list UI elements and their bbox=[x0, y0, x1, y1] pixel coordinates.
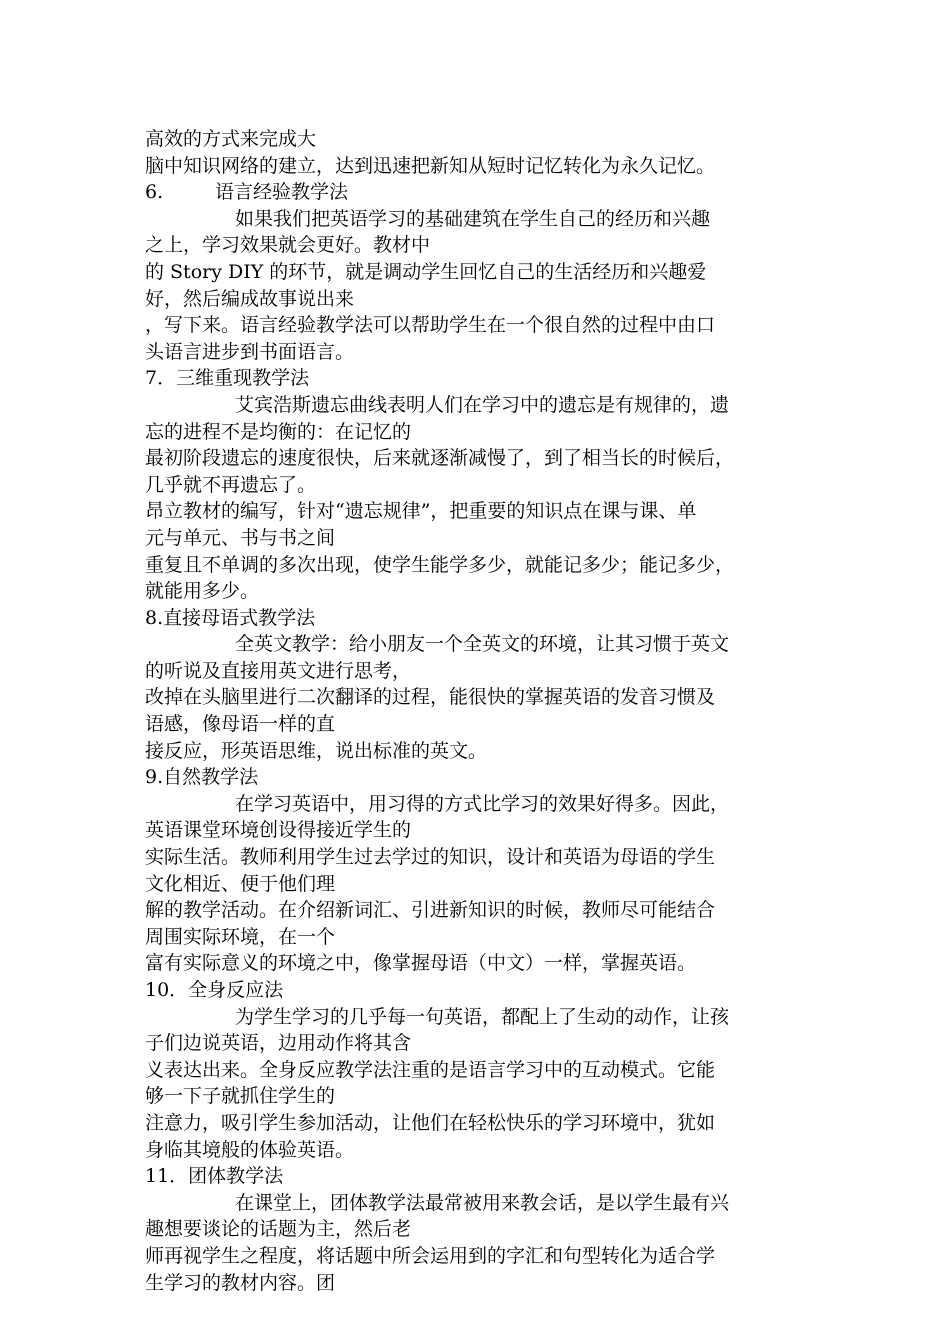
section-number: 6. bbox=[145, 181, 164, 204]
text-line: 语感，像母语一样的直 bbox=[145, 713, 336, 736]
section-title: 语言经验教学法 bbox=[215, 181, 349, 204]
text-line: 富有实际意义的环境之中，像掌握母语（中文）一样，掌握英语。 bbox=[145, 952, 697, 975]
text-line: 的听说及直接用英文进行思考， bbox=[145, 659, 412, 682]
text-line: 身临其境般的体验英语。 bbox=[145, 1138, 355, 1161]
text-line: 脑中知识网络的建立，达到迅速把新知从短时记忆转化为永久记忆。 bbox=[145, 154, 716, 177]
text-line: 解的教学活动。在介绍新词汇、引进新知识的时候，教师尽可能结合 bbox=[145, 899, 716, 922]
text-line: 义表达出来。全身反应教学法注重的是语言学习中的互动模式。它能 bbox=[145, 1058, 716, 1081]
section-heading-6 bbox=[145, 179, 825, 206]
text-line: 实际生活。教师利用学生过去学过的知识，设计和英语为母语的学生 bbox=[145, 846, 716, 869]
text-line: 改掉在头脑里进行二次翻译的过程，能很快的掌握英语的发音习惯及 bbox=[145, 686, 716, 709]
text-line: 最初阶段遗忘的速度很快，后来就逐渐减慢了，到了相当长的时候后， bbox=[145, 447, 735, 470]
text-line: 注意力，吸引学生参加活动，让他们在轻松快乐的学习环境中，犹如 bbox=[145, 1111, 716, 1134]
text-line: 好，然后编成故事说出来 bbox=[145, 287, 355, 310]
section-heading-9: 9.自然教学法 bbox=[145, 766, 259, 789]
section-heading-11: 11．团体教学法 bbox=[145, 1165, 284, 1188]
text-line: 之上，学习效果就会更好。教材中 bbox=[145, 234, 431, 257]
document-body bbox=[145, 126, 825, 1296]
section-heading-10: 10．全身反应法 bbox=[145, 979, 284, 1001]
text-line: 忘的进程不是均衡的：在记忆的 bbox=[145, 420, 412, 443]
text-line: 如果我们把英语学习的基础建筑在学生自己的经历和兴趣 bbox=[235, 207, 711, 230]
text-line: 周围实际环境，在一个 bbox=[145, 925, 336, 948]
text-line: 元与单元、书与书之间 bbox=[145, 526, 336, 549]
text-line: 文化相近、便于他们理 bbox=[145, 872, 336, 895]
text-line: 重复且不单调的多次出现，使学生能学多少，就能记多少；能记多少， bbox=[145, 553, 735, 576]
text-line: 接反应，形英语思维，说出标准的英文。 bbox=[145, 739, 488, 762]
text-line: 的 Story DIY 的环节，就是调动学生回忆自己的生活经历和兴趣爱 bbox=[145, 260, 707, 283]
text-line: 英语课堂环境创设得接近学生的 bbox=[145, 819, 412, 842]
text-line: 全英文教学：给小朋友一个全英文的环境，让其习惯于英文 bbox=[235, 633, 730, 656]
text-line: 在学习英语中，用习得的方式比学习的效果好得多。因此， bbox=[235, 792, 730, 815]
text-line: 够一下子就抓住学生的 bbox=[145, 1085, 336, 1108]
text-line: 子们边说英语，边用动作将其含 bbox=[145, 1032, 412, 1055]
text-line: 高效的方式来完成大 bbox=[145, 128, 317, 150]
text-line: 为学生学习的几乎每一句英语，都配上了生动的动作，让孩 bbox=[235, 1005, 730, 1028]
section-heading-7: 7．三维重现教学法 bbox=[145, 367, 310, 390]
text-line: 在课堂上，团体教学法最常被用来教会话，是以学生最有兴 bbox=[235, 1191, 730, 1214]
text-line: ，写下来。语言经验教学法可以帮助学生在一个很自然的过程中由口 bbox=[145, 314, 716, 337]
text-line: 师再视学生之程度，将话题中所会运用到的字汇和句型转化为适合学 bbox=[145, 1244, 716, 1267]
text-line: 昂立教材的编写，针对“遗忘规律”，把重要的知识点在课与课、单 bbox=[145, 500, 697, 523]
text-line: 几乎就不再遗忘了。 bbox=[145, 473, 317, 496]
text-line: 头语言进步到书面语言。 bbox=[145, 340, 355, 363]
text-line: 趣想要谈论的话题为主，然后老 bbox=[145, 1218, 412, 1241]
section-heading-8: 8.直接母语式教学法 bbox=[145, 606, 316, 629]
text-line: 生学习的教材内容。团 bbox=[145, 1271, 336, 1294]
text-line: 就能用多少。 bbox=[145, 580, 260, 603]
text-line: 艾宾浩斯遗忘曲线表明人们在学习中的遗忘是有规律的，遗 bbox=[235, 393, 730, 416]
